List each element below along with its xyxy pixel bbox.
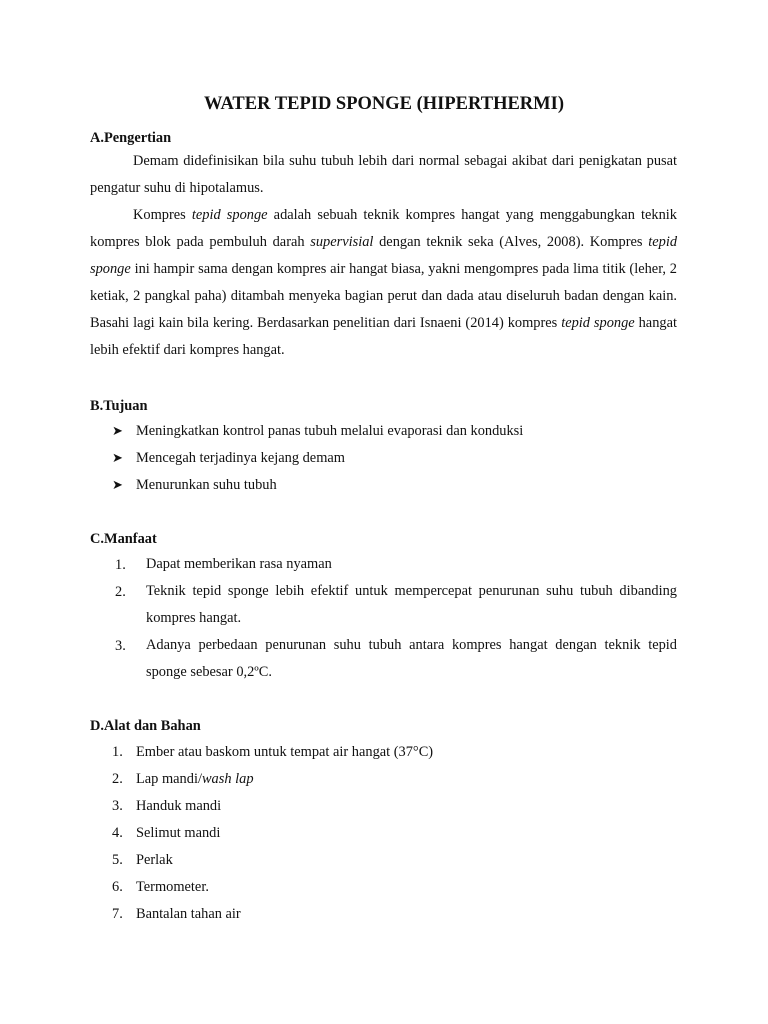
list-item: Lap mandi/wash lap	[136, 771, 254, 787]
list-number: 1.	[115, 557, 126, 573]
list-number: 3.	[115, 638, 126, 654]
arrowhead-bullet-icon: ➤	[112, 423, 123, 438]
list-item: Dapat memberikan rasa nyaman	[146, 556, 332, 572]
list-number: 1.	[112, 744, 123, 760]
list-item: Mencegah terjadinya kejang demam	[136, 450, 345, 466]
heading-alat-dan-bahan: D.Alat dan Bahan	[90, 718, 201, 734]
list-number: 2.	[112, 771, 123, 787]
arrowhead-bullet-icon: ➤	[112, 477, 123, 492]
heading-manfaat: C.Manfaat	[90, 531, 157, 547]
italic-term: tepid sponge	[191, 207, 268, 223]
list-item: Termometer.	[136, 879, 209, 895]
arrowhead-bullet-icon: ➤	[112, 450, 123, 465]
list-number: 7.	[112, 906, 123, 922]
heading-tujuan: B.Tujuan	[90, 398, 148, 414]
italic-term: supervisial	[310, 234, 374, 250]
list-number: 4.	[112, 825, 123, 841]
italic-term: wash lap	[201, 771, 254, 787]
list-item: Teknik tepid sponge lebih efektif untuk mempercepat penurunan suhu tubuh dibanding kompres hangat.	[146, 583, 677, 626]
list-item: Handuk mandi	[136, 798, 222, 814]
list-item: Perlak	[136, 852, 173, 868]
list-number: 3.	[112, 798, 123, 814]
list-number: 2.	[115, 584, 126, 600]
list-item: Ember atau baskom untuk tempat air hangat (37°C)	[136, 744, 434, 760]
list-number: 5.	[112, 852, 123, 868]
list-item: Menurunkan suhu tubuh	[136, 477, 277, 493]
list-number: 6.	[112, 879, 123, 895]
italic-term: tepid sponge	[561, 315, 635, 331]
italic-term: tepid sponge	[90, 234, 678, 277]
heading-pengertian: A.Pengertian	[90, 130, 172, 146]
list-item: Adanya perbedaan penurunan suhu tubuh antara kompres hangat dengan teknik tepid sponge sebesar 0,2ºC.	[146, 637, 677, 680]
paragraph-definisi-demam	[90, 148, 677, 202]
list-item: Meningkatkan kontrol panas tubuh melalui evaporasi dan konduksi	[136, 423, 524, 439]
list-item: Selimut mandi	[136, 825, 221, 841]
paragraph-text: Demam didefinisikan bila suhu tubuh lebih dari normal sebagai akibat dari penigkatan pusat pengatur suhu di hipotalamus.	[90, 153, 677, 196]
document-title: WATER TEPID SPONGE (HIPERTHERMI)	[204, 94, 564, 114]
list-item: Bantalan tahan air	[136, 906, 241, 922]
paragraph-kompres-tepid-sponge: Kompres tepid sponge adalah sebuah teknik kompres hangat yang menggabungkan teknik kompres blok pada pembuluh darah supervisial dengan teknik seka (Alves, 2008). Kompres tepid sponge ini hampir sama dengan kompres air hangat biasa, yakni mengompres pada lima titik (leher, 2 ketiak, 2 pangkal paha) ditambah menyeka bagian perut dan dada atau diseluruh badan dengan kain. Basahi lagi kain bila kering. Berdasarkan penelitian dari Isnaeni (2014) kompres tepid sponge hangat lebih efektif dari kompres hangat.	[90, 207, 678, 358]
